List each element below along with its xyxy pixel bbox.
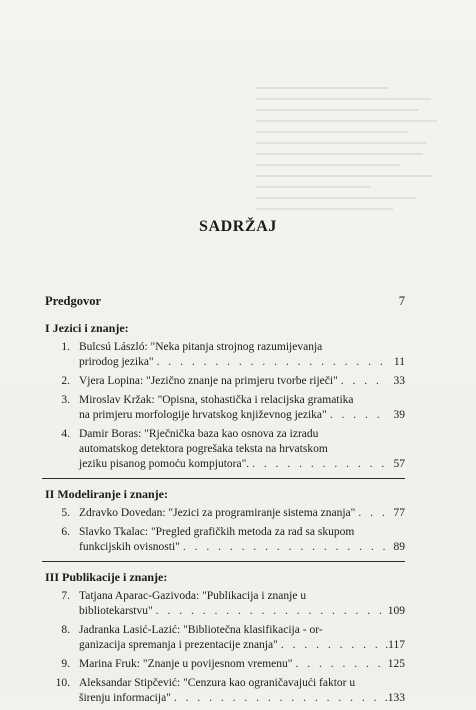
entry-number: 1.	[61, 341, 70, 353]
entry-line: automatskog detektora pogrešaka teksta na hrvatskom	[79, 443, 328, 455]
predgovor-page: 7	[398, 294, 405, 308]
entry-line: Vjera Lopina: "Jezično znanje na primjeru tvorbe riječi"	[79, 375, 338, 387]
entry-page: 109	[387, 605, 405, 617]
entry-line: bibliotekarstvu"	[79, 605, 153, 617]
dot-leader	[330, 408, 386, 423]
predgovor-label: Predgovor	[45, 294, 102, 308]
section-divider	[42, 478, 405, 479]
dot-leader	[358, 506, 386, 521]
toc-entry[interactable]	[45, 676, 405, 706]
dot-leader	[281, 638, 382, 653]
entry-line: jeziku pisanog pomoću kompjutora".	[79, 458, 250, 470]
toc-entry[interactable]	[45, 623, 405, 653]
entry-line: Aleksandar Stipčević: "Cenzura kao ograničavajući faktor u	[79, 677, 356, 689]
dot-leader	[183, 540, 386, 555]
entry-page: .133	[384, 692, 405, 704]
toc-entry[interactable]	[45, 525, 405, 555]
entry-line: Miroslav Kržak: "Opisna, stohastička i relacijska gramatika	[79, 394, 354, 406]
toc-entry-predgovor[interactable]	[45, 294, 405, 309]
entry-line: funkcijskih ovisnosti"	[79, 541, 180, 553]
toc-entry[interactable]	[45, 427, 405, 472]
entry-line: ganizacija spremanja i prezentacije znanja"	[79, 639, 278, 651]
entry-line: Zdravko Dovedan: "Jezici za programiranje sistema znanja"	[79, 507, 356, 519]
entry-page: 125	[387, 658, 405, 670]
entry-line: širenju informacija"	[79, 692, 171, 704]
toc-entry[interactable]	[45, 393, 405, 423]
dot-leader	[156, 604, 385, 619]
dot-leader	[252, 457, 386, 472]
entry-line: Slavko Tkalac: "Pregled grafičkih metoda za rad sa skupom	[79, 526, 355, 538]
entry-line: Jadranka Lasić-Lazić: "Bibliotečna klasifikacija - or-	[79, 624, 323, 636]
entry-page: .117	[385, 639, 405, 651]
entry-line: Bulcsú László: "Neka pitanja strojnog razumijevanja	[79, 341, 323, 353]
entry-number: 7.	[61, 590, 70, 602]
entry-number: 3.	[61, 394, 70, 406]
entry-line: Damir Boras: "Rječnička baza kao osnova za izradu	[79, 428, 319, 440]
entry-line: Tatjana Aparac-Gazivoda: "Publikacija i znanje u	[79, 590, 307, 602]
entry-number: 4.	[61, 428, 70, 440]
entry-line: prirodog jezika"	[79, 356, 154, 368]
entry-page: 89	[393, 541, 405, 553]
entry-number: 2.	[61, 375, 70, 387]
dot-leader	[174, 691, 382, 706]
entry-page: 11	[393, 356, 405, 368]
entry-page: 77	[393, 507, 405, 519]
section-title: III Publikacije i znanje:	[45, 570, 168, 584]
toc-entry[interactable]	[45, 657, 405, 672]
toc-entry[interactable]	[45, 589, 405, 619]
dot-leader	[341, 374, 386, 389]
section-title: I Jezici i znanje:	[45, 321, 129, 335]
entry-page: 57	[393, 458, 405, 470]
table-of-contents	[45, 294, 405, 710]
toc-entry[interactable]	[45, 374, 405, 389]
dot-leader	[157, 355, 386, 370]
section-title: II Modeliranje i znanje:	[45, 487, 168, 501]
entry-line: Marina Fruk: "Znanje u povijesnom vremenu"	[79, 658, 293, 670]
toc-entry[interactable]	[45, 506, 405, 521]
entry-page: 39	[393, 409, 405, 421]
entry-number: 6.	[61, 526, 70, 538]
dot-leader	[295, 657, 384, 672]
entry-number: 8.	[61, 624, 70, 636]
entry-number: 10.	[55, 677, 70, 689]
entry-number: 9.	[61, 658, 70, 670]
entry-page: 33	[393, 375, 405, 387]
entry-line: na primjeru morfologije hrvatskog književnog jezika"	[79, 409, 327, 421]
toc-entry[interactable]	[45, 340, 405, 370]
page-title: SADRŽAJ	[199, 218, 277, 235]
entry-number: 5.	[61, 507, 70, 519]
section-divider	[42, 561, 405, 562]
